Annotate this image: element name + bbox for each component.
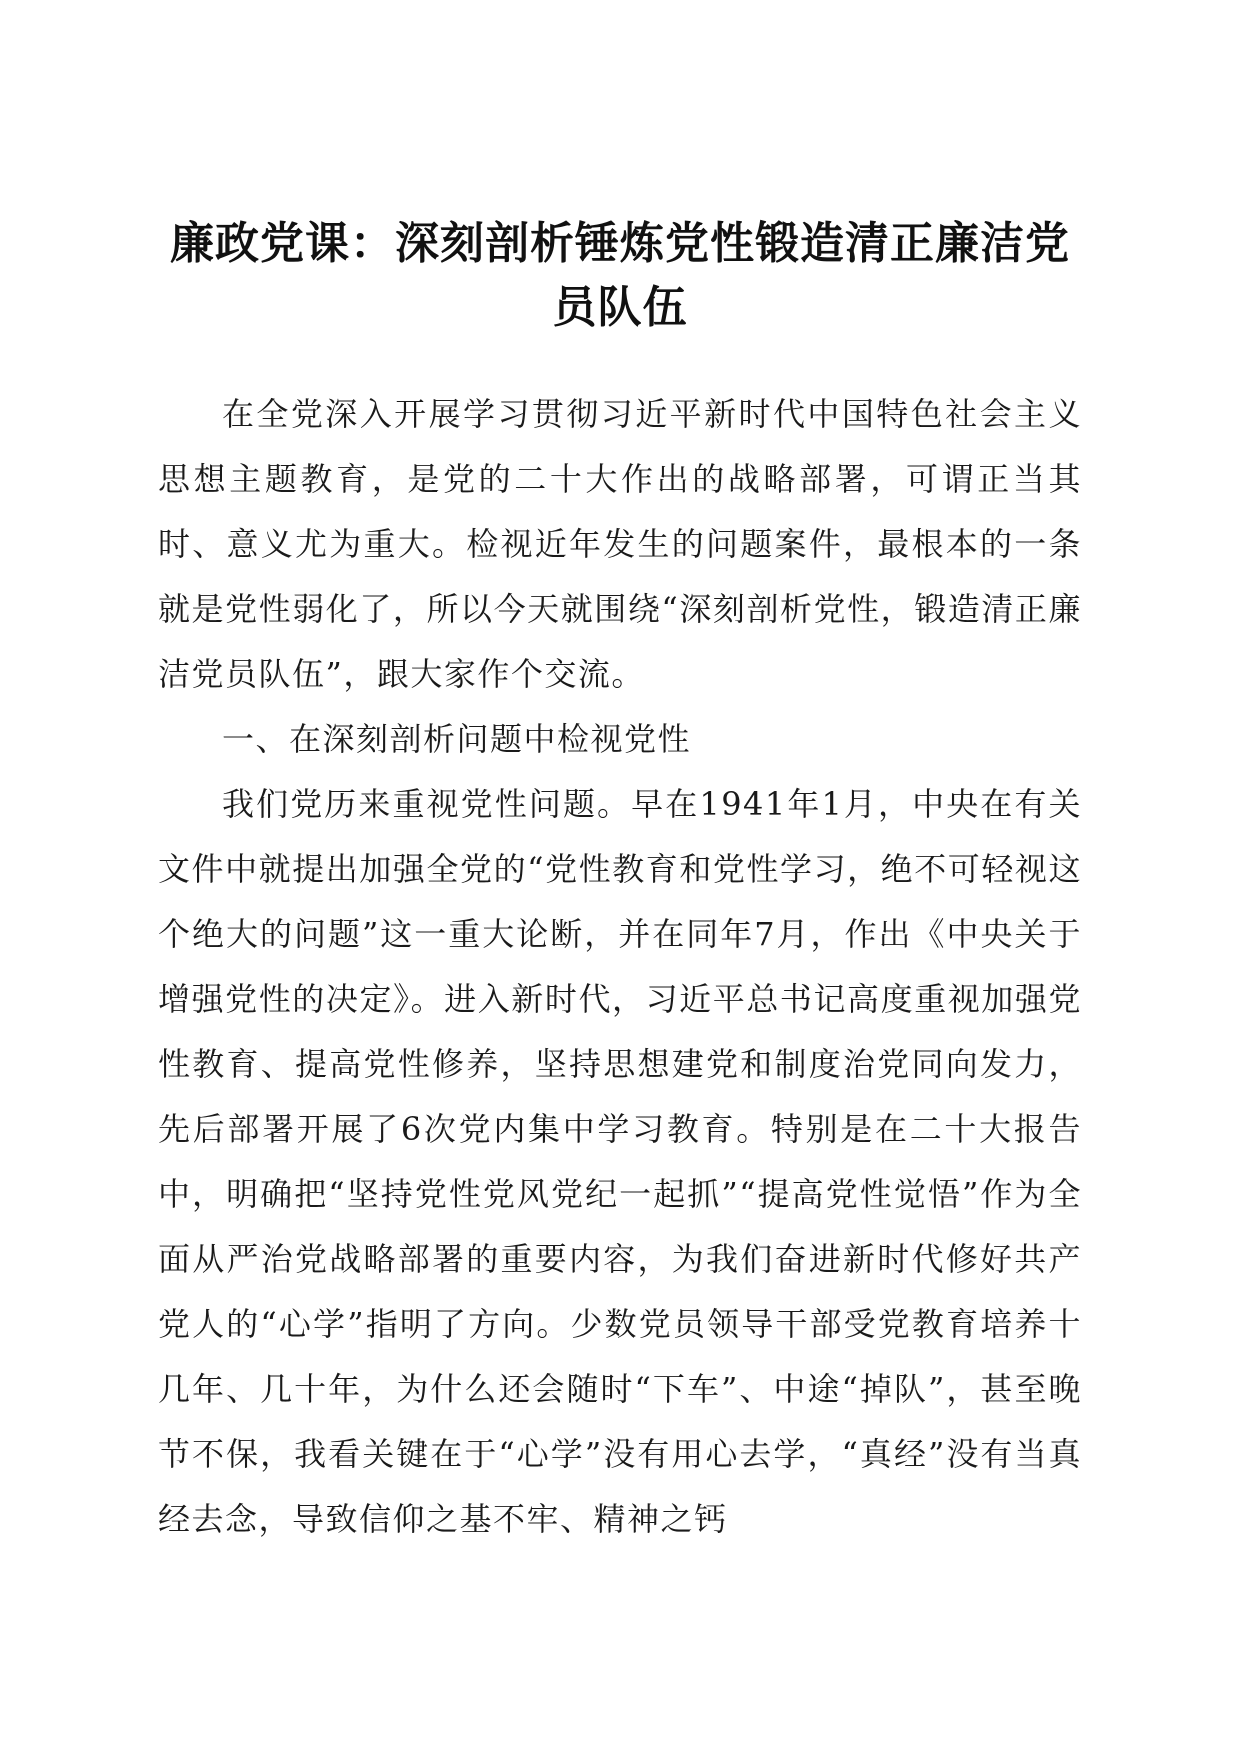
- section-heading: 一、在深刻剖析问题中检视党性: [222, 720, 692, 758]
- paragraph-party-spirit: 我们党历来重视党性问题。早在1941年1月，中央在有关文件中就提出加强全党的“党性教育和党性学习，绝不可轻视这个绝大的问题”这一重大论断，并在同年7月，作出《中央关于增强党性的决定》。进入新时代，习近平总书记高度重视加强党性教育、提高党性修养，坚持思想建党和制度治党同向发力，先后部署开展了6次党内集中学习教育。特别是在二十大报告中，明确把“坚持党性党风党纪一起抓”“提高党性觉悟”作为全面从严治党战略部署的重要内容，为我们奋进新时代修好共产党人的“心学”指明了方向。少数党员领导干部受党教育培养十几年、几十年，为什么还会随时“下车”、中途“掉队”，甚至晚节不保，我看关键在于“心学”没有用心去学，“真经”没有当真经去念，导致信仰之基不牢、精神之钙: [158, 785, 1082, 1538]
- document-body: [158, 382, 1082, 1552]
- paragraph-intro: 在全党深入开展学习贯彻习近平新时代中国特色社会主义思想主题教育，是党的二十大作出的战略部署，可谓正当其时、意义尤为重大。检视近年发生的问题案件，最根本的一条就是党性弱化了，所以今天就围绕“深刻剖析党性，锻造清正廉洁党员队伍”，跟大家作个交流。: [158, 395, 1082, 693]
- document-title: 廉政党课：深刻剖析锤炼党性锻造清正廉洁党员队伍: [170, 218, 1070, 333]
